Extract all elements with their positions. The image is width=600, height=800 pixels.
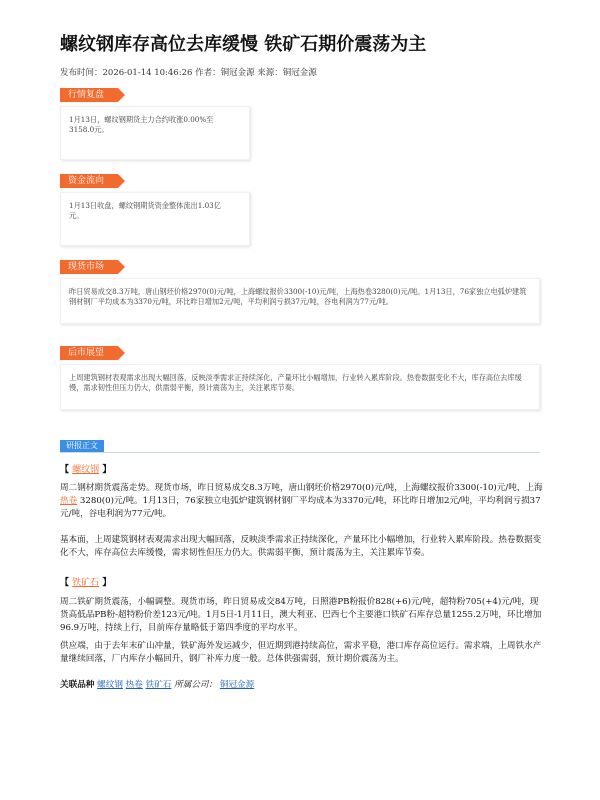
- rebar-paragraph-1: [60, 482, 546, 521]
- related-hot-coil-link[interactable]: 热卷: [125, 680, 143, 690]
- section-box-outlook: [60, 364, 540, 410]
- section-text-fund-flow: 1月13日收盘，螺纹钢期货资金整体流出1.03亿元。: [69, 201, 221, 220]
- section-tag-market-review: 行情复盘: [60, 88, 118, 102]
- research-tag: 研报正文: [60, 440, 104, 452]
- company-link[interactable]: 铜冠金源: [219, 680, 255, 690]
- related-products: [60, 678, 254, 690]
- ore-paragraph-2: 供应端，由于去年末矿山冲量，铁矿海外发运减少，但近期到港持续高位，需求平稳，港口库存高位运行。需求端，上周铁水产量继续回落，厂内库存小幅回升，钢厂补库力度一般。总体供强需弱，预计期价震荡为主。: [60, 641, 542, 664]
- section-box-market-review: [60, 106, 250, 160]
- section-tag-fund-flow: 资金流向: [60, 174, 118, 188]
- bracket-open: 【: [60, 465, 70, 475]
- section-text-outlook: 上周建筑钢材表观需求出现大幅回落，反映淡季需求正持续深化，产量环比小幅增加，行业转入累库阶段。热卷数据变化不大，库存高位去库缓慢，需求韧性但压力仍大，供需弱平衡，预计震荡为主，关注累库节奏。: [69, 373, 522, 392]
- rebar-p1-text-a: 周二钢材期货震荡走势。现货市场，昨日贸易成交8.3万吨，唐山钢坯价格2970(0)元/吨，上海螺纹报价3300(-10)元/吨，上海: [60, 483, 543, 493]
- hot-coil-link[interactable]: 热卷: [60, 496, 78, 506]
- article-title: 螺纹钢库存高位去库缓慢 铁矿石期价震荡为主: [60, 34, 427, 55]
- bracket-close: 】: [102, 578, 112, 588]
- rebar-paragraph-2: 基本面，上周建筑钢材表观需求出现大幅回落，反映淡季需求正持续深化，产量环比小幅增加，行业转入累库阶段。热卷数据变化不大，库存高位去库缓慢，需求韧性但压力仍大。供需弱平衡，预计震荡为主，关注累库节奏。: [60, 535, 542, 558]
- related-label: 关联品种: [60, 680, 95, 690]
- rebar-link[interactable]: 螺纹钢: [72, 465, 100, 475]
- bracket-close: 】: [102, 465, 112, 475]
- bracket-open: 【: [60, 578, 70, 588]
- ore-heading: [60, 575, 111, 588]
- section-box-spot-market: [60, 278, 540, 324]
- ore-paragraph-1: 周二铁矿期货震荡，小幅调整。现货市场，昨日贸易成交84万吨，日照港PB粉报价828(+6)元/吨，超特粉705(+4)元/吨，现货高低品PB粉-超特粉价差123元/吨。1月5日-1月11日，澳大利亚、巴西七个主要港口铁矿石库存总量1255.2万吨，环比增加96.9万吨，持续上行，目前库存量略低于第四季度的平均水平。: [60, 597, 542, 633]
- section-box-fund-flow: [60, 192, 250, 246]
- company-label: 所属公司：: [174, 680, 218, 690]
- research-divider: [60, 452, 540, 453]
- rebar-heading: [60, 462, 111, 475]
- section-tag-spot-market: 现货市场: [60, 260, 118, 274]
- rebar-p1-text-b: 3280(0)元/吨。1月13日，76家独立电弧炉建筑钢材钢厂平均成本为3370元/吨，环比昨日增加2元/吨，平均利润亏损37元/吨，谷电利润为77元/吨。: [60, 496, 541, 519]
- section-tag-outlook: 后市展望: [60, 346, 118, 360]
- section-text-spot-market: 昨日贸易成交8.3万吨，唐山钢坯价格2970(0)元/吨，上海螺纹报价3300(-10)元/吨，上海热卷3280(0)元/吨。1月13日，76家独立电弧炉建筑钢材钢厂平均成本为3370元/吨，环比昨日增加2元/吨，平均利润亏损37元/吨，谷电利润为77元/吨。: [69, 287, 527, 306]
- related-rebar-link[interactable]: 螺纹钢: [97, 680, 123, 690]
- related-iron-ore-link[interactable]: 铁矿石: [145, 680, 172, 690]
- section-text-market-review: 1月13日，螺纹钢期货主力合约收涨0.00%至3158.0元。: [69, 115, 214, 134]
- article-meta: 发布时间：2026-01-14 10:46:26 作者：铜冠金源 来源：铜冠金源: [60, 68, 317, 78]
- iron-ore-link[interactable]: 铁矿石: [72, 578, 100, 588]
